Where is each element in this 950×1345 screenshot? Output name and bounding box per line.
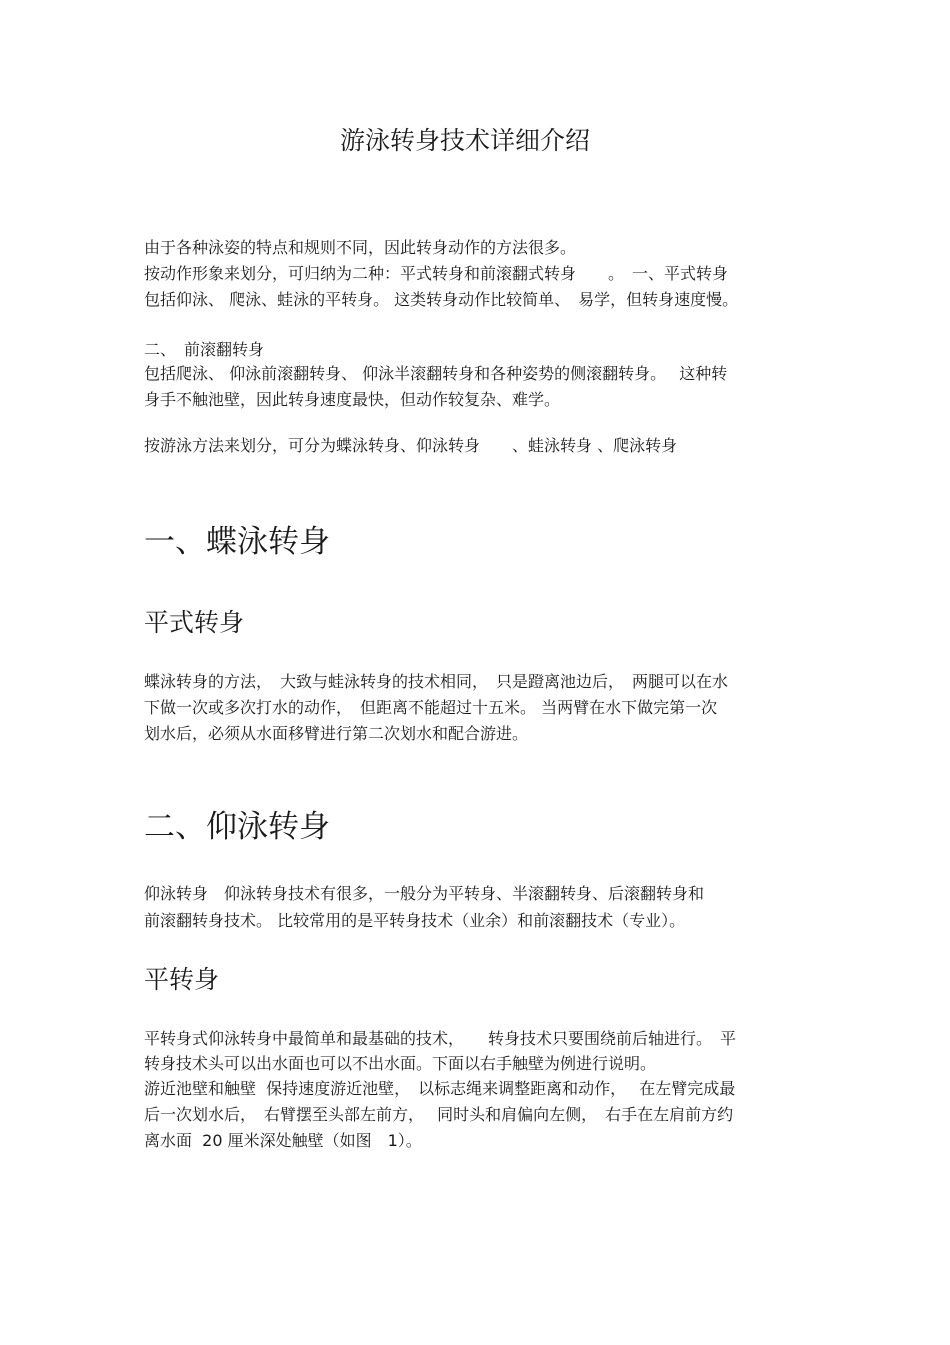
section2-intro-line: 前滚翻转身技术。 比较常用的是平转身技术（业余）和前滚翻技术（专业）。: [144, 911, 686, 930]
section2-body-line: 转身技术头可以出水面也可以不出水面。下面以右手触壁为例进行说明。: [144, 1054, 657, 1073]
intro-line: 按动作形象来划分，可归纳为二种：平式转身和前滚翻式转身 。 一、平式转身: [144, 264, 729, 283]
section2-body-line: 平转身式仰泳转身中最简单和最基础的技术， 转身技术只要围绕前后轴进行。 平: [144, 1029, 737, 1048]
section2-subheading: 平转身: [144, 965, 220, 994]
by-stroke-line: 按游泳方法来划分，可分为蝶泳转身、仰泳转身 、蛙泳转身 、爬泳转身: [144, 436, 678, 455]
section1-line: 蝶泳转身的方法， 大致与蛙泳转身的技术相同， 只是蹬离池边后， 两腿可以在水: [144, 672, 729, 691]
section1-subheading: 平式转身: [144, 608, 245, 637]
document-title: 游泳转身技术详细介绍: [339, 126, 590, 155]
section2-intro-line: 仰泳转身 仰泳转身技术有很多，一般分为平转身、半滚翻转身、后滚翻转身和: [144, 884, 705, 903]
section2-heading: 二、仰泳转身: [144, 809, 330, 845]
intro-line: 包括仰泳、 爬泳、蛙泳的平转身。 这类转身动作比较简单、 易学，但转身速度慢。: [144, 290, 739, 309]
section1-line: 划水后，必须从水面移臂进行第二次划水和配合游进。: [144, 724, 529, 743]
section2-body-line: 后一次划水后， 右臂摆至头部左前方， 同时头和肩偏向左侧， 右手在左肩前方约: [144, 1105, 734, 1124]
section1-line: 下做一次或多次打水的动作， 但距离不能超过十五米。 当两臂在水下做完第一次: [144, 698, 718, 717]
section2-body-line: 离水面 20 厘米深处触壁（如图 1）。: [144, 1131, 422, 1150]
section2-body-line: 游近池壁和触壁 保持速度游近池壁， 以标志绳来调整距离和动作， 在左臂完成最: [144, 1079, 736, 1098]
intro-line: 由于各种泳姿的特点和规则不同，因此转身动作的方法很多。: [144, 238, 577, 257]
section1-heading: 一、蝶泳转身: [144, 524, 330, 560]
part-two-heading: 二、 前滚翻转身: [144, 340, 265, 359]
part-two-line: 包括爬泳、 仰泳前滚翻转身、 仰泳半滚翻转身和各种姿势的侧滚翻转身。 这种转: [144, 364, 728, 383]
part-two-line: 身手不触池壁，因此转身速度最快，但动作较复杂、难学。: [144, 390, 561, 409]
